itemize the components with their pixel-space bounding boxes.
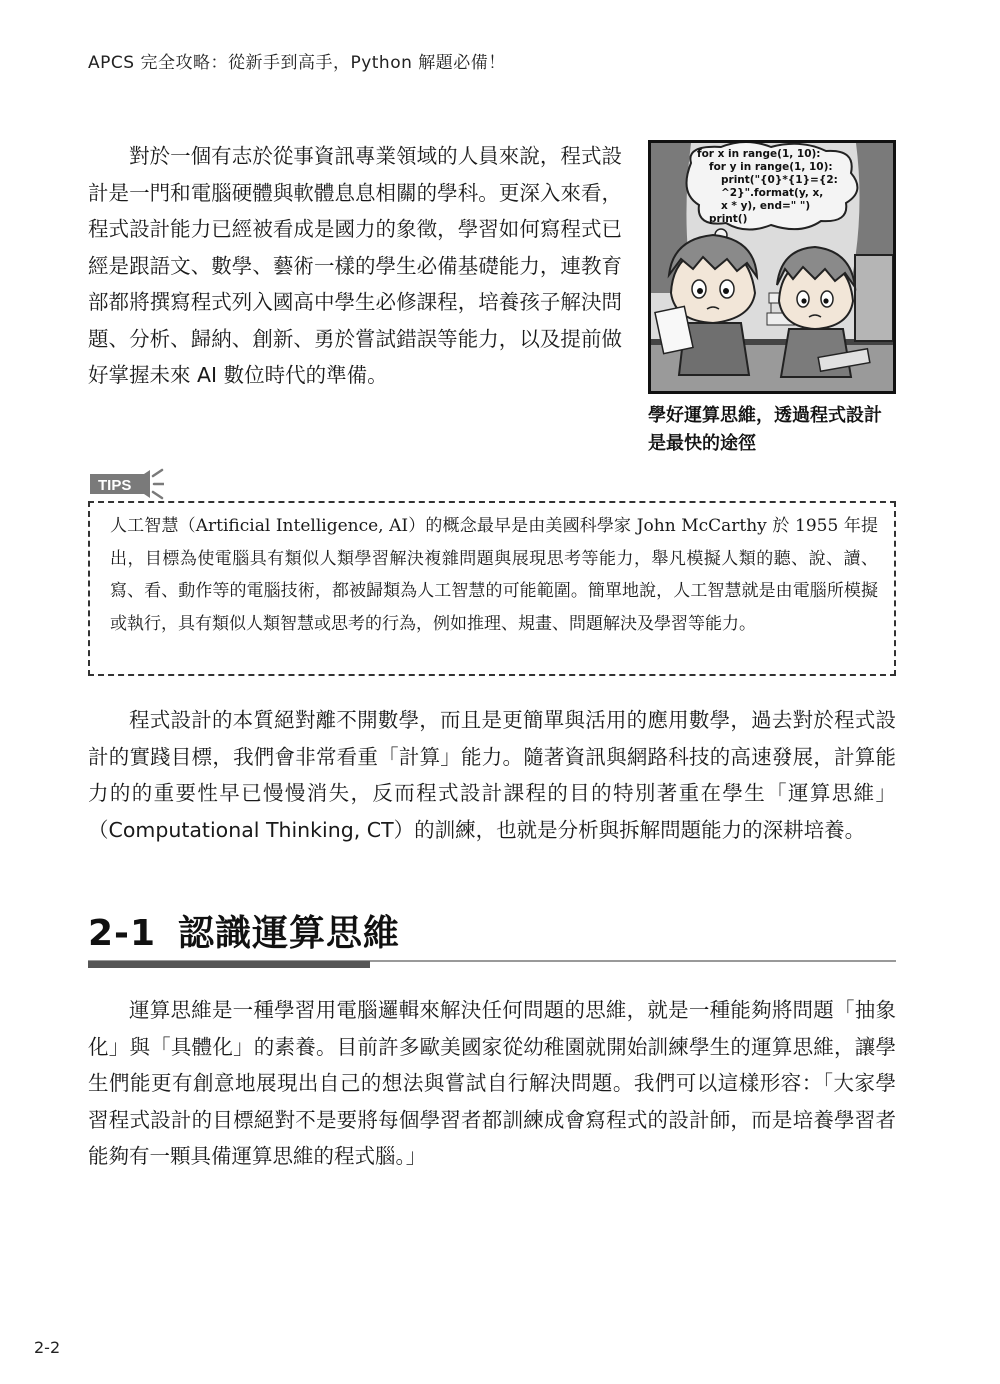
intro-paragraph: 對於一個有志於從事資訊專業領域的人員來說，程式設計是一門和電腦硬體與軟體息息相關的學科。更深入來看，程式設計能力已經被看成是國力的象徵，學習如何寫程式已經是跟語文、數學、藝術一樣的學生必備基礎能力，連教育部都將撰寫程式列入國高中學生必修課程，培養孩子解決問題、分析、歸納、創新、勇於嘗試錯誤等能力，以及提前做好掌握未來 AI 數位時代的準備。: [88, 144, 622, 387]
tips-text: 人工智慧（Artificial Intelligence, AI）的概念最早是由美國科學家 John McCarthy 於 1955 年提出，目標為使電腦具有類似人類學習解決複雜問題與展現思考等能力，舉凡模擬人類的聽、說、讀、寫、看、動作等的電腦技術，都被歸類為人工智慧的可能範圍。簡單地說，人工智慧就是由電腦所模擬或執行，具有類似人類智慧或思考的行為，例如推理、規畫、問題解決及學習等能力。: [110, 516, 878, 634]
section-number: 2-1: [88, 913, 157, 954]
code-line: x * y), end=" "): [721, 200, 811, 212]
kids-coding-illustration: [651, 143, 893, 391]
section-heading: [88, 912, 400, 956]
section-paragraph: 運算思維是一種學習用電腦邏輯來解決任何問題的思維，就是一種能夠將問題「抽象化」與「具體化」的素養。目前許多歐美國家從幼稚園就開始訓練學生的運算思維，讓學生們能更有創意地展現出自己的想法與嘗試自行解決問題。我們可以這樣形容：「大家學習程式設計的目標絕對不是要將每個學習者都訓練成會寫程式的設計師，而是培養學習者能夠有一顆具備運算思維的程式腦。」: [88, 998, 896, 1168]
code-line: ^2}".format(y, x,: [721, 187, 824, 199]
running-header: APCS 完全攻略：從新手到高手，Python 解題必備！: [88, 53, 506, 73]
section-title-text: 認識運算思維: [178, 913, 401, 954]
figure-caption: 學好運算思維，透過程式設計是最快的途徑: [648, 405, 882, 454]
section-rule-accent: [88, 961, 370, 968]
tips-badge: [88, 468, 164, 502]
code-line: for x in range(1, 10):: [697, 148, 821, 160]
code-line: for y in range(1, 10):: [709, 161, 833, 173]
illustration-figure: [648, 140, 896, 394]
code-line: print("{0}*{1}={2:: [721, 174, 838, 186]
body-paragraph: 程式設計的本質絕對離不開數學，而且是更簡單與活用的應用數學，過去對於程式設計的實踐目標，我們會非常看重「計算」能力。隨著資訊與網路科技的高速發展，計算能力的的重要性早已慢慢消失，反而程式設計課程的目的特別著重在學生「運算思維」（Computational Thinking, CT）的訓練，也就是分析與拆解問題能力的深耕培養。: [88, 708, 896, 842]
code-line: print(): [709, 213, 748, 225]
page-number: 2-2: [34, 1338, 61, 1357]
tips-label: TIPS: [98, 477, 132, 494]
